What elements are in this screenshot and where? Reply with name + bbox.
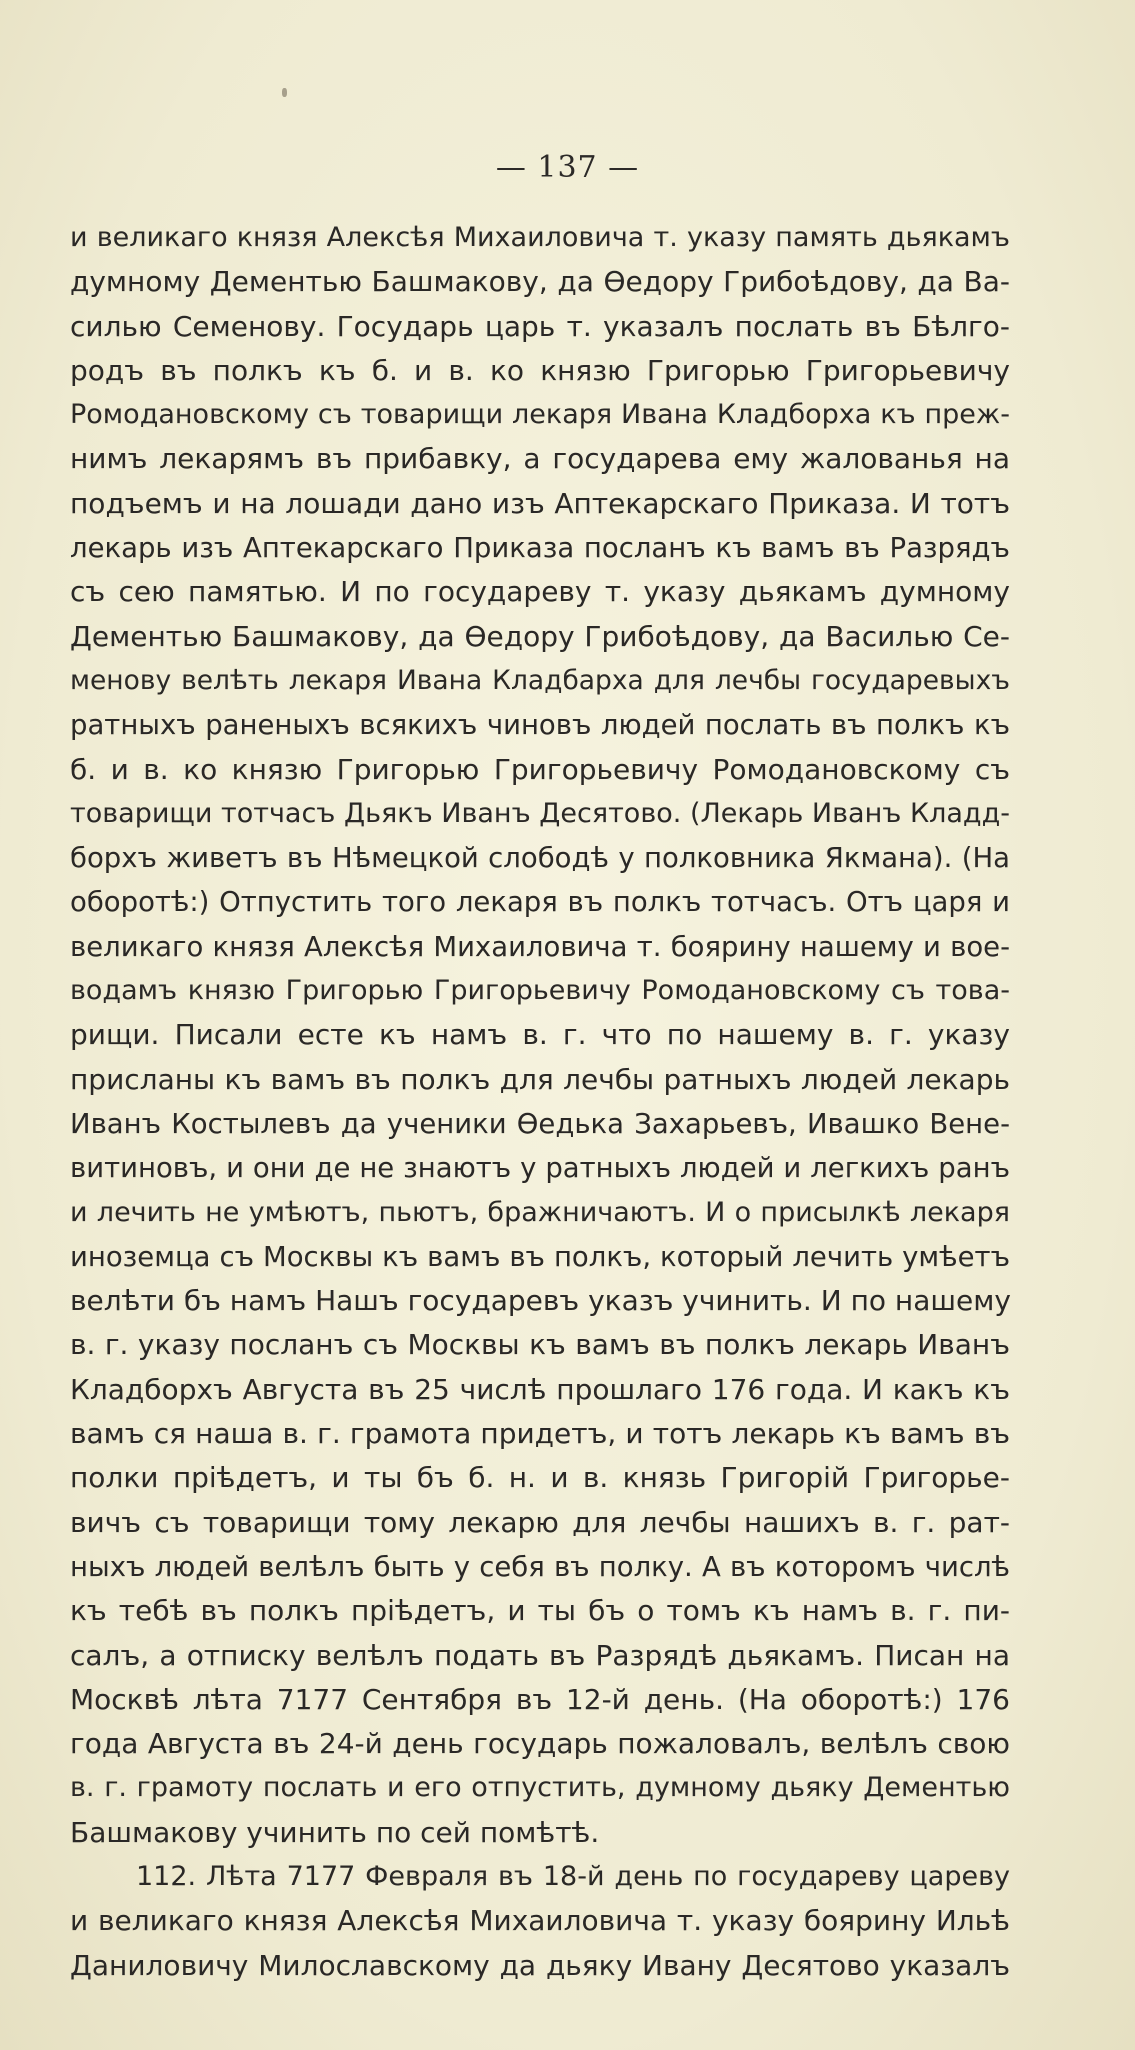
text-line: Кладборхъ Августа въ 25 числѣ прошлаго 176 года. И какъ къ <box>70 1372 1010 1406</box>
text-line: вамъ ся наша в. г. грамота придетъ, и тотъ лекарь къ вамъ въ <box>70 1417 1010 1451</box>
text-line: Москвѣ лѣта 7177 Сентября въ 12-й день. (На оборотѣ:) 176 <box>70 1682 1010 1716</box>
text-line: силью Семенову. Государь царь т. указалъ послать въ Бѣлго- <box>70 309 1010 343</box>
text-line: Даниловичу Милославскому да дьяку Ивану Десятово указалъ <box>70 1948 1010 1982</box>
text-line: борхъ живетъ въ Нѣмецкой слободѣ у полковника Якмана). (На <box>70 842 1010 875</box>
text-line: Иванъ Костылевъ да ученики Ѳедька Захарьевъ, Ивашко Вене- <box>70 1107 1010 1140</box>
text-line: в. г. указу посланъ съ Москвы къ вамъ въ полкъ лекарь Иванъ <box>70 1328 1010 1362</box>
text-line: ныхъ людей велѣлъ быть у себя въ полку. А въ которомъ числѣ <box>70 1550 1010 1583</box>
body-text <box>70 216 1010 1988</box>
text-line: товарищи тотчасъ Дьякъ Иванъ Десятово. (Лекарь Иванъ Кладд- <box>70 797 1010 829</box>
text-line: вичъ съ товарищи тому лекарю для лечбы нашихъ в. г. рат- <box>70 1505 1010 1539</box>
text-line: родъ въ полкъ къ б. и в. ко князю Григорью Григорьевичу <box>70 353 1010 387</box>
text-line: подъемъ и на лошади дано изъ Аптекарскаго Приказа. И тотъ <box>70 486 1010 520</box>
text-line: б. и в. ко князю Григорью Григорьевичу Ромодановскому съ <box>70 752 1010 786</box>
text-line: полки пріѣдетъ, и ты бъ б. н. и в. князь Григорій Григорье- <box>70 1461 1010 1495</box>
text-line: и великаго князя Алексѣя Михаиловича т. указу память дьякамъ <box>70 222 1010 253</box>
text-line: в. г. грамоту послать и его отпустить, думному дьяку Дементью <box>70 1772 1010 1804</box>
text-line: витиновъ, и они де не знаютъ у ратныхъ людей и легкихъ ранъ <box>70 1152 1010 1185</box>
page-number: — 137 — <box>495 150 640 185</box>
text-line: нимъ лекарямъ въ прибавку, а государева ему жалованья на <box>70 442 1010 476</box>
text-line: салъ, а отписку велѣлъ подать въ Разрядѣ дьякамъ. Писан на <box>70 1638 1010 1672</box>
text-line: велѣти бъ намъ Нашъ государевъ указъ учинить. И по нашему <box>70 1284 1011 1318</box>
paragraph-start-line: 112. Лѣта 7177 Февраля въ 18-й день по государеву цареву <box>136 1860 1010 1892</box>
text-line: и великаго князя Алексѣя Михаиловича т. указу боярину Ильѣ <box>70 1904 1010 1938</box>
text-line: водамъ князю Григорью Григорьевичу Ромодановскому съ това- <box>70 975 1010 1007</box>
text-line: менову велѣть лекаря Ивана Кладбарха для лечбы государевыхъ <box>70 664 1010 696</box>
text-line: оборотѣ:) Отпустить того лекаря въ полкъ тотчасъ. Отъ царя и <box>70 886 1010 919</box>
text-line: и лечить не умѣютъ, пьютъ, бражничаютъ. И о присылкѣ лекаря <box>70 1196 1010 1228</box>
text-line: присланы къ вамъ въ полкъ для лечбы ратныхъ людей лекарь <box>70 1062 1010 1096</box>
text-line: думному Дементью Башмакову, да Ѳедору Грибоѣдову, да Ва- <box>70 265 1010 299</box>
text-line: Башмакову учинить по сей помѣтѣ. <box>70 1815 600 1849</box>
paper-blemish <box>282 88 287 97</box>
text-line: съ сею памятью. И по государеву т. указу дьякамъ думному <box>70 575 1010 609</box>
text-line: года Августа въ 24-й день государь пожаловалъ, велѣлъ свою <box>70 1727 1010 1761</box>
text-line: къ тебѣ въ полкъ пріѣдетъ, и ты бъ о томъ къ намъ в. г. пи- <box>70 1594 1010 1628</box>
text-line: Ромодановскому съ товарищи лекаря Ивана Кладборха къ преж- <box>70 399 1010 431</box>
text-line: Дементью Башмакову, да Ѳедору Грибоѣдову, да Василью Се- <box>70 619 1010 653</box>
text-line: великаго князя Алексѣя Михаиловича т. боярину нашему и вое- <box>70 930 1010 963</box>
text-line: ратныхъ раненыхъ всякихъ чиновъ людей послать въ полкъ къ <box>70 709 1010 742</box>
text-line: рищи. Писали есте къ намъ в. г. что по нашему в. г. указу <box>70 1018 1010 1052</box>
text-line: иноземца съ Москвы къ вамъ въ полкъ, который лечить умѣетъ <box>70 1240 1010 1273</box>
text-line: лекарь изъ Аптекарскаго Приказа посланъ къ вамъ въ Разрядъ <box>70 532 1010 565</box>
